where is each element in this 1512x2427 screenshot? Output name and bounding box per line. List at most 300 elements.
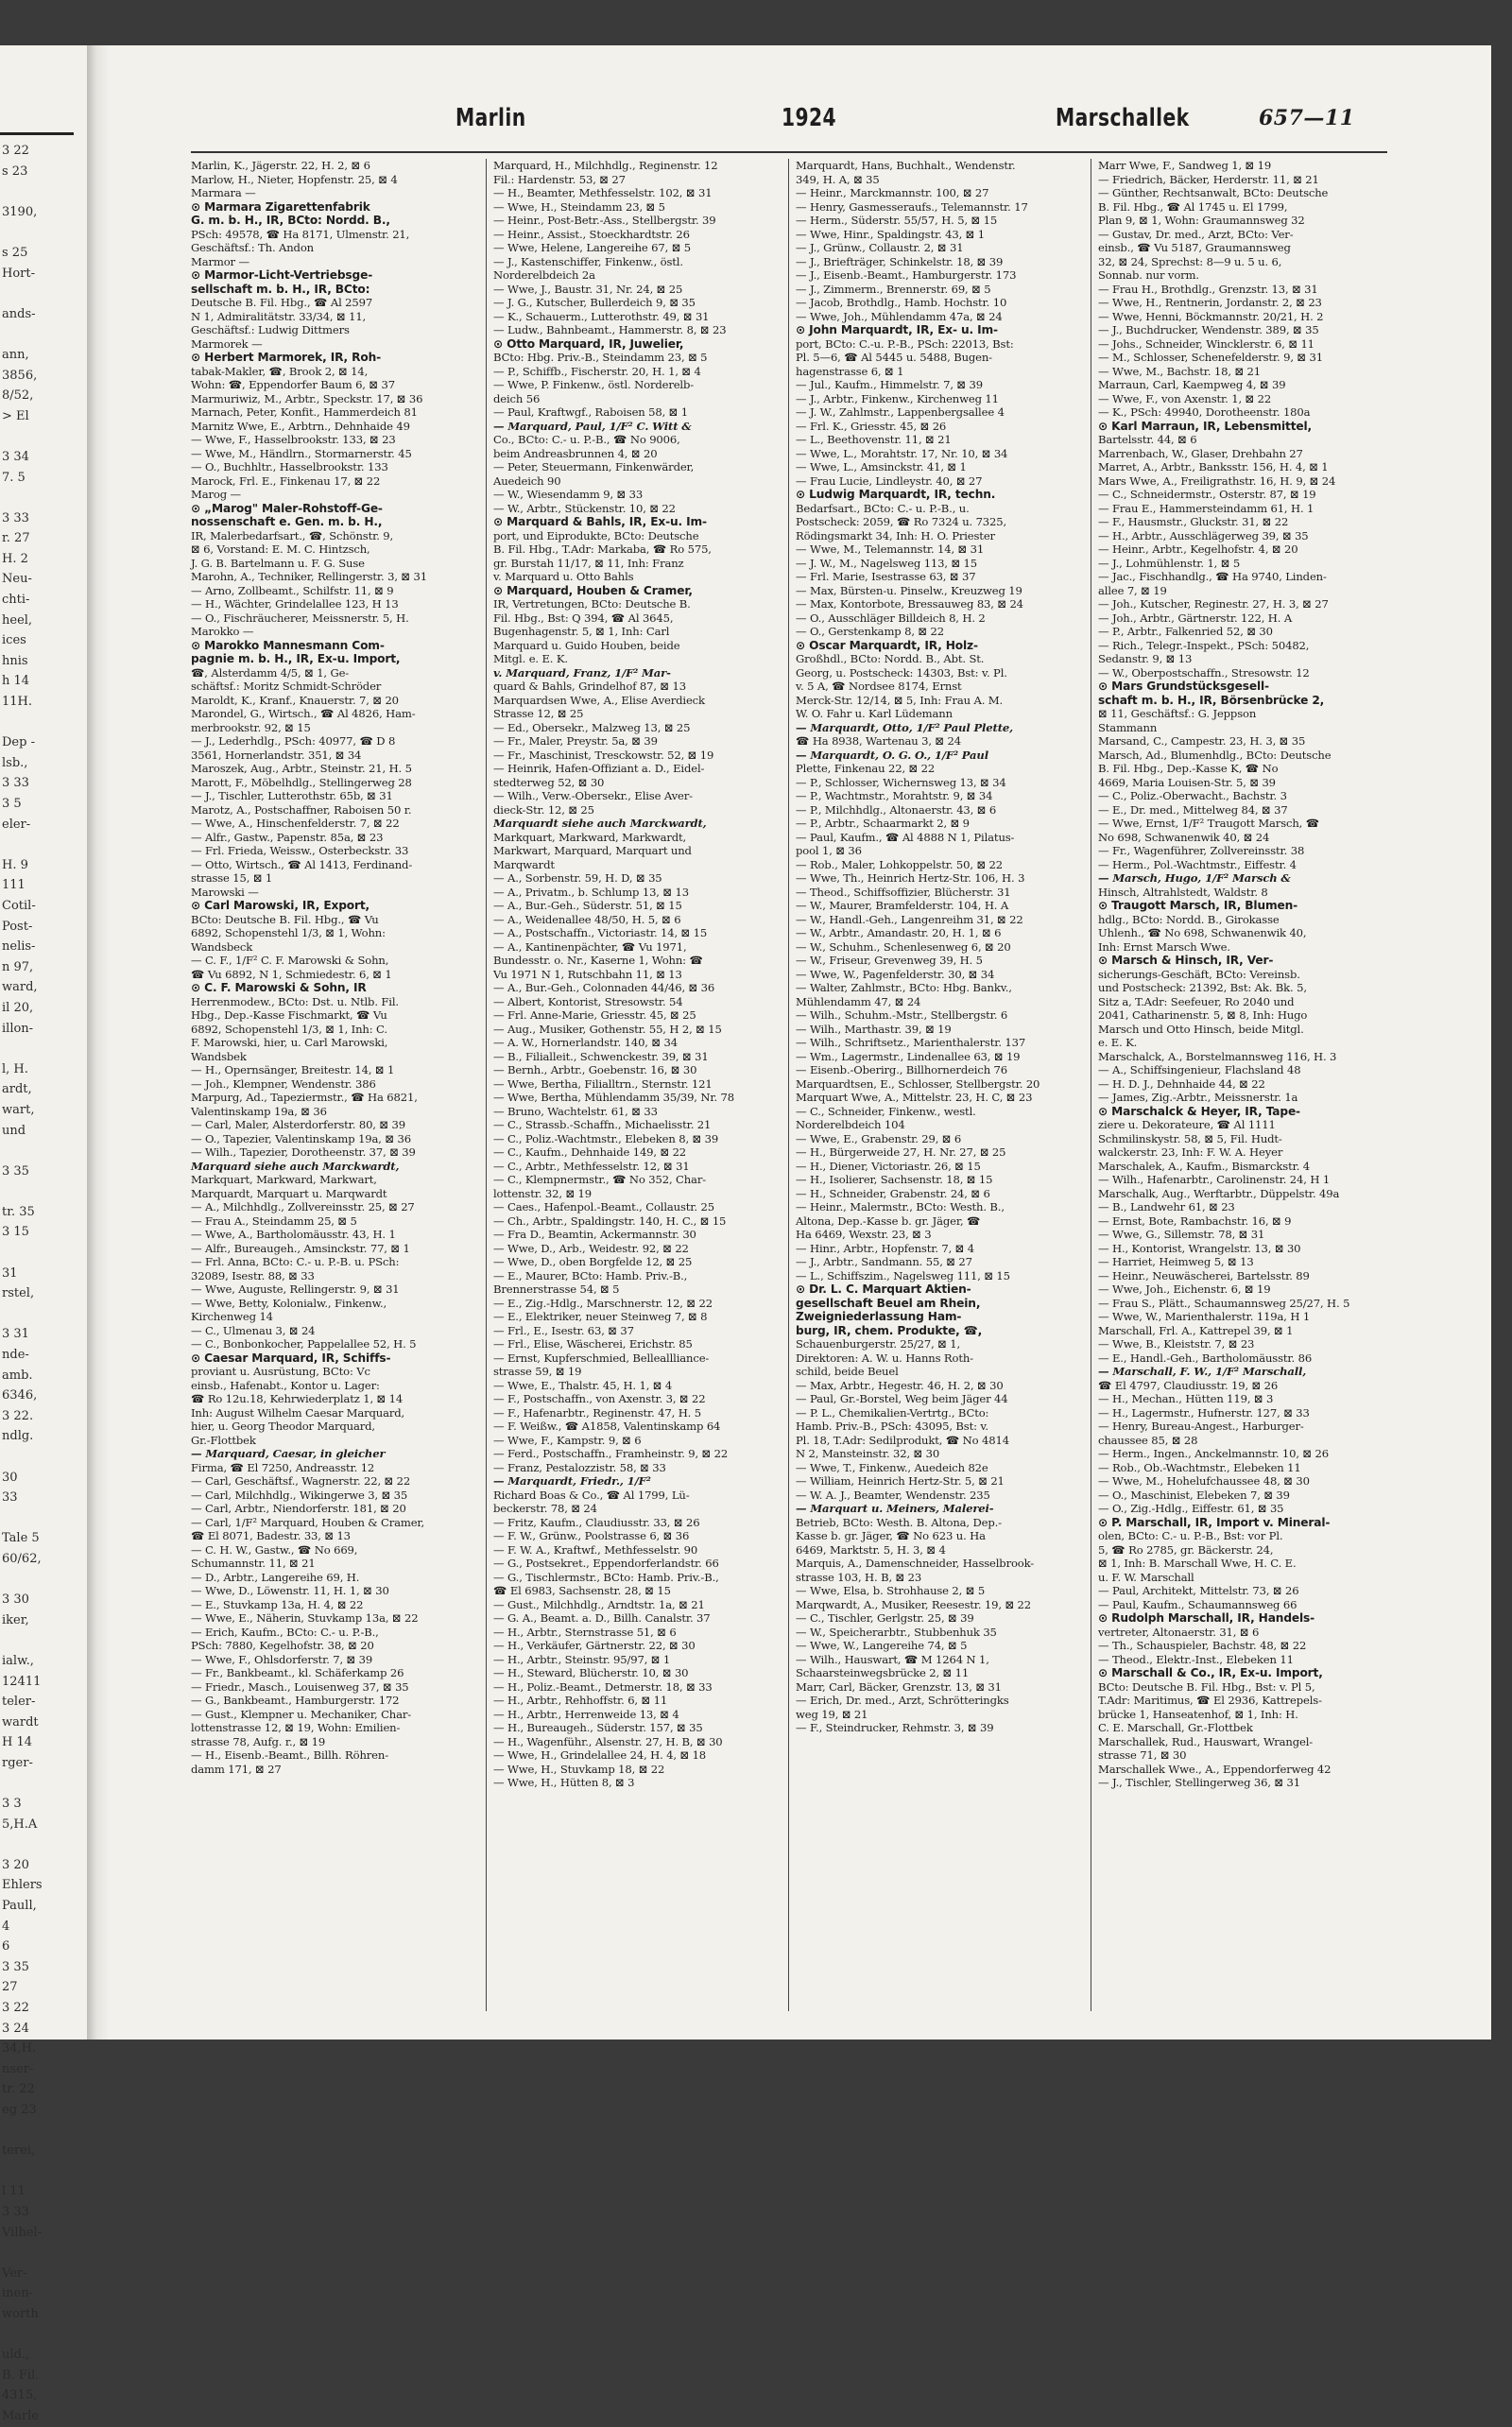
directory-entry-line: Großhdl., BCto: Nordd. B., Abt. St. (796, 652, 985, 665)
directory-entry-line: Pl. 5—6, ☎ Al 5445 u. 5488, Bugen- (796, 351, 992, 364)
previous-page-line (0, 1508, 83, 1529)
previous-page-line (0, 488, 83, 508)
previous-page-line: nelis- (2, 939, 36, 955)
directory-entry-line: — K., Schauerm., Lutterothstr. 49, ⊠ 31 (493, 309, 710, 323)
directory-entry-line: — Johs., Schneider, Wincklerstr. 6, ⊠ 11 (1098, 336, 1314, 351)
directory-entry-line: — O., Buchhltr., Hasselbrookstr. 133 (191, 460, 388, 473)
directory-entry-line: — A., Bur.-Geh., Colonnaden 44/46, ⊠ 36 (493, 981, 715, 994)
directory-entry-line: hdlg., BCto: Nordd. B., Girokasse (1098, 912, 1280, 926)
directory-entry-line: — Wilh., Verw.-Obersekr., Elise Aver- (493, 789, 693, 802)
directory-entry-line: — Wwe, Elsa, b. Strohhause 2, ⊠ 5 (796, 1584, 986, 1597)
directory-entry-line: — W., Wiesendamm 9, ⊠ 33 (493, 488, 644, 501)
firm-entry-line: ⊙ Carl Marowski, IR, Export, (191, 899, 370, 912)
directory-entry-line: — Carl, Maler, Alsterdorferstr. 80, ⊠ 39 (191, 1118, 405, 1131)
directory-entry-line: Schaarsteinwegsbrücke 2, ⊠ 11 (796, 1666, 970, 1679)
directory-entry-line: — C., Tischler, Gerlgstr. 25, ⊠ 39 (796, 1611, 974, 1625)
directory-entry-line: — Wwe, Henni, Böckmannstr. 20/21, H. 2 (1098, 309, 1324, 323)
directory-entry-line: Hinsch, Altrahlstedt, Waldstr. 8 (1098, 885, 1268, 899)
directory-entry-line: weg 19, ⊠ 21 (796, 1707, 868, 1721)
directory-entry-line: — C., Poliz.-Wachtmstr., Elebeken 8, ⊠ 39 (493, 1131, 719, 1145)
previous-page-line: Ver- (2, 2265, 27, 2281)
directory-entry-line: — Frau H., Brothdlg., Grenzstr. 13, ⊠ 31 (1098, 282, 1318, 296)
previous-page-line: 3 33 (2, 776, 29, 791)
directory-entry-line: — Ernst, Bote, Rambachstr. 16, ⊠ 9 (1098, 1214, 1292, 1228)
directory-entry-line: — H., Isolierer, Sachsenstr. 18, ⊠ 15 (796, 1173, 993, 1186)
directory-entry-line: — Frl. Anne-Marie, Griesstr. 45, ⊠ 25 (493, 1008, 696, 1022)
previous-page-line: tr. 35 (2, 1204, 35, 1219)
directory-entry-line: Marpurg, Ad., Tapeziermstr., ☎ Ha 6821, (191, 1091, 418, 1104)
directory-entry-line: — Wwe, G., Sillemstr. 78, ⊠ 31 (1098, 1228, 1265, 1241)
directory-entry-line: — C. F., 1/F² C. F. Marowski & Sohn, (191, 954, 389, 967)
directory-entry-line: Marohn, A., Techniker, Rellingerstr. 3, ⊠ 31 (191, 570, 427, 583)
directory-entry-line: 32089, Isestr. 88, ⊠ 33 (191, 1268, 315, 1282)
previous-page-line: 3 24 (2, 2021, 29, 2036)
firm-entry-line: ⊙ Ludwig Marquardt, IR, techn. (796, 488, 996, 501)
previous-page-line: 3 30 (2, 1592, 29, 1608)
firm-entry-line: ⊙ Mars Grundstücksgesell- (1098, 680, 1269, 693)
directory-entry-line: C. E. Marschall, Gr.-Flottbek (1098, 1721, 1253, 1734)
previous-page-line: 3 34 (2, 449, 29, 464)
firm-entry-line: pagnie m. b. H., IR, Ex-u. Import, (191, 652, 401, 665)
previous-page-line: 5,H.A (2, 1816, 38, 1832)
previous-page-line: 27 (2, 1980, 18, 1995)
directory-entry-line: — Wwe, W., Marienthalerstr. 119a, H 1 (1098, 1310, 1311, 1323)
directory-entry-line: ☎ Vu 6892, N 1, Schmiedestr. 6, ⊠ 1 (191, 967, 392, 981)
previous-page-line: 31 (2, 1265, 18, 1281)
directory-entry-line: Betrieb, BCto: Westh. B. Altona, Dep.- (796, 1515, 1002, 1529)
directory-entry-line: — Frau S., Plätt., Schaumannsweg 25/27, H. 5 (1098, 1296, 1350, 1310)
directory-entry-line: Valentinskamp 19a, ⊠ 36 (191, 1104, 327, 1118)
directory-entry-line: — Peter, Steuermann, Finkenwärder, (493, 460, 695, 473)
directory-entry-line: — H., Wächter, Grindelallee 123, H 13 (191, 597, 399, 611)
directory-entry-line: — Wwe, W., Pagenfelderstr. 30, ⊠ 34 (796, 967, 995, 981)
directory-entry-line: Schumannstr. 11, ⊠ 21 (191, 1557, 316, 1570)
previous-page-rule (0, 132, 74, 135)
directory-entry-line: — J., Kastenschiffer, Finkenw., östl. (493, 254, 683, 268)
directory-entry-line: — Wwe, M., Händlrn., Stormarnerstr. 45 (191, 446, 412, 460)
directory-entry-line: — W., Oberpostschaffn., Stresowstr. 12 (1098, 665, 1310, 680)
directory-entry-line: — Carl, 1/F² Marquard, Houben & Cramer, (191, 1515, 425, 1529)
directory-entry-line: Marokko — (191, 625, 254, 638)
directory-entry-line: — F. W., Grünw., Poolstrasse 6, ⊠ 36 (493, 1529, 690, 1542)
directory-entry-line: — E., Handl.-Geh., Bartholomäusstr. 86 (1098, 1351, 1313, 1365)
previous-page-line: h 14 (2, 674, 30, 689)
directory-entry-line: einsb., ☎ Vu 5187, Graumannsweg (1098, 241, 1291, 254)
directory-entry-line: — Paul, Kaufm., Schaumannsweg 66 (1098, 1597, 1297, 1611)
directory-entry-line: beim Andreasbrunnen 4, ⊠ 20 (493, 446, 658, 460)
previous-page-line: > El (2, 408, 29, 423)
firm-entry-line: ⊙ Otto Marquard, IR, Juwelier, (493, 336, 684, 351)
previous-page-line: Cotil- (2, 898, 36, 913)
directory-entry-line: — Eisenb.-Oberirg., Billhornerdeich 76 (796, 1063, 1008, 1076)
firm-entry-line: ⊙ C. F. Marowski & Sohn, IR (191, 981, 367, 994)
firm-entry-line: sellschaft m. b. H., IR, BCto: (191, 282, 370, 296)
directory-entry-line: — Wwe, J., Baustr. 31, Nr. 24, ⊠ 25 (493, 282, 683, 296)
directory-entry-line: Marquardt, Marquart u. Marqwardt (191, 1186, 387, 1200)
directory-entry-line: IR, Malerbedarfsart., ☎, Schönstr. 9, (191, 528, 394, 542)
directory-entry-line: — Harriet, Heimweg 5, ⊠ 13 (1098, 1255, 1254, 1268)
directory-entry-line: — H. D. J., Dehnhaide 44, ⊠ 22 (1098, 1076, 1265, 1091)
directory-entry-line: Marschalck, A., Borstelmannsweg 116, H. 3 (1098, 1049, 1337, 1063)
directory-entry-line: — A., Sorbenstr. 59, H. D, ⊠ 35 (493, 871, 662, 885)
directory-entry-line: — P. L., Chemikalien-Vertrtg., BCto: (796, 1405, 989, 1420)
directory-entry-line: 6892, Schopenstehl 1/3, ⊠ 1, Inh: C. (191, 1022, 387, 1036)
directory-entry-line: — Otto, Wirtsch., ☎ Al 1413, Ferdinand- (191, 857, 413, 871)
directory-entry-line: — O., Tapezier, Valentinskamp 19a, ⊠ 36 (191, 1131, 411, 1145)
directory-entry-line: — D., Arbtr., Langereihe 69, H. (191, 1570, 360, 1584)
directory-entry-line: dieck-Str. 12, ⊠ 25 (493, 802, 594, 817)
directory-entry-line: lottenstrasse 12, ⊠ 19, Wohn: Emilien- (191, 1721, 401, 1734)
directory-entry-line: — J., Eisenb.-Beamt., Hamburgerstr. 173 (796, 268, 1017, 282)
directory-entry-line: — Fr., Bankbeamt., kl. Schäferkamp 26 (191, 1666, 404, 1679)
directory-entry-line: — Paul, Kaufm., ☎ Al 4888 N 1, Pilatus- (796, 830, 1015, 844)
directory-entry-line: — H., Diener, Victoriastr. 26, ⊠ 15 (796, 1159, 981, 1173)
previous-page-line (0, 1774, 83, 1795)
page-header (191, 104, 1391, 147)
directory-entry-line: — Max, Arbtr., Hegestr. 46, H. 2, ⊠ 30 (796, 1378, 1004, 1392)
previous-page-line: 3 35 (2, 1959, 29, 1974)
directory-entry-line: — Frl. Anna, BCto: C.- u. P.-B. u. PSch: (191, 1255, 400, 1268)
directory-entry-line: — Herm., Pol.-Wachtmstr., Eiffestr. 4 (1098, 857, 1297, 871)
directory-entry-line: schild, beide Beuel (796, 1365, 899, 1378)
directory-entry-line: Marschalk, Aug., Werftarbtr., Düppelstr. 49a (1098, 1186, 1340, 1200)
firm-entry-line: ⊙ Marokko Mannesmann Com- (191, 638, 385, 652)
directory-entry-line: — Paul, Architekt, Mittelstr. 73, ⊠ 26 (1098, 1584, 1299, 1597)
previous-page-line: Post- (2, 919, 33, 934)
previous-page-line: 60/62, (2, 1551, 42, 1566)
directory-entry-line: IR, Vertretungen, BCto: Deutsche B. (493, 597, 691, 611)
directory-entry-line: Marmuriwiz, M., Arbtr., Speckstr. 17, ⊠ 36 (191, 391, 423, 405)
directory-entry-line: — Wwe, Bertha, Filialltrn., Sternstr. 121 (493, 1076, 713, 1091)
previous-page-line: chti- (2, 593, 30, 608)
directory-entry-line: PSch: 49578, ☎ Ha 8171, Ulmenstr. 21, (191, 227, 410, 241)
directory-entry-line: BCto: Hbg. Priv.-B., Steindamm 23, ⊠ 5 (493, 351, 708, 364)
directory-entry-line: Maroldt, K., Kranf., Knauerstr. 7, ⊠ 20 (191, 693, 399, 707)
directory-entry-line: 6892, Schopenstehl 1/3, ⊠ 1, Wohn: (191, 926, 386, 939)
directory-entry-line: BCto: Deutsche B. Fil. Hbg., ☎ Vu (191, 912, 379, 926)
previous-page-line (0, 1243, 83, 1264)
directory-entry-line: quard & Bahls, Grindelhof 87, ⊠ 13 (493, 680, 686, 693)
directory-entry-line: — H., Arbtr., Rehhoffstr. 6, ⊠ 11 (493, 1694, 668, 1707)
scan-border (1491, 0, 1512, 2057)
directory-entry-line: — C., Strassb.-Schaffn., Michaelisstr. 21 (493, 1118, 712, 1131)
directory-entry-line: Marsand, C., Campestr. 23, H. 3, ⊠ 35 (1098, 734, 1306, 748)
directory-entry-line: — Bruno, Wachtelstr. 61, ⊠ 33 (493, 1104, 658, 1118)
header-last-entry: Marschallek (1056, 104, 1190, 132)
directory-entry-line: ☎ El 8071, Badestr. 33, ⊠ 13 (191, 1529, 351, 1542)
directory-entry-line: — Marschall, F. W., 1/F² Marschall, (1098, 1365, 1307, 1378)
directory-entry-line: Marquardt siehe auch Marckwardt, (493, 817, 707, 830)
directory-entry-line: — H., Schneider, Grabenstr. 24, ⊠ 6 (796, 1186, 990, 1200)
directory-entry-line: — Wwe, Joh., Eichenstr. 6, ⊠ 19 (1098, 1282, 1271, 1296)
previous-page-line: ialw., (2, 1653, 34, 1668)
directory-entry-line: Uhlenh., ☎ No 698, Schwanenwik 40, (1098, 926, 1307, 939)
directory-entry-line: — P., Wachtmstr., Morahtstr. 9, ⊠ 34 (796, 789, 993, 802)
directory-entry-line: Kirchenweg 14 (191, 1310, 273, 1323)
directory-entry-line: brücke 1, Hanseatenhof, ⊠ 1, Inh: H. (1098, 1707, 1298, 1721)
directory-entry-line: hier, u. Georg Theodor Marquard, (191, 1420, 375, 1433)
firm-entry-line: ⊙ Marquard & Bahls, IR, Ex-u. Im- (493, 515, 707, 528)
directory-entry-line: — Jul., Kaufm., Himmelstr. 7, ⊠ 39 (796, 378, 983, 391)
directory-entry-line: — W., Speicherarbtr., Stubbenhuk 35 (796, 1625, 997, 1639)
previous-page-line (0, 222, 83, 243)
directory-entry-line: Marqwardt, A., Musiker, Reesestr. 19, ⊠ 22 (796, 1597, 1032, 1611)
previous-page-line: l 11 (2, 2184, 26, 2199)
directory-entry-line: Inh: August Wilhelm Caesar Marquard, (191, 1405, 405, 1420)
directory-entry-line: Marraun, Carl, Kaempweg 4, ⊠ 39 (1098, 378, 1286, 391)
directory-entry-line: — Wwe, H., Hütten 8, ⊠ 3 (493, 1776, 635, 1789)
directory-entry-line: Marnitz Wwe, E., Arbtrn., Dehnhaide 49 (191, 419, 410, 433)
directory-entry-line: B. Fil. Hbg., Dep.-Kasse K, ☎ No (1098, 762, 1279, 775)
directory-entry-line: — Wilh., Hauswart, ☎ M 1264 N 1, (796, 1652, 989, 1666)
directory-entry-line: Marowski — (191, 885, 259, 899)
directory-entry-line: J. G. B. Bartelmann u. F. G. Suse (191, 556, 365, 570)
directory-entry-line: — Wwe, W., Langereihe 74, ⊠ 5 (796, 1639, 968, 1652)
directory-entry-line: — Wwe, F., Ohlsdorferstr. 7, ⊠ 39 (191, 1652, 373, 1666)
directory-entry-line: — H., Bureaugeh., Süderstr. 157, ⊠ 35 (493, 1721, 703, 1734)
directory-entry-line: Ha 6469, Wexstr. 23, ⊠ 3 (796, 1228, 932, 1241)
directory-entry-line: — Fr., Wagenführer, Zollvereinsstr. 38 (1098, 844, 1305, 857)
previous-page-line: hnis (2, 653, 28, 668)
firm-entry-line: ⊙ Marsch & Hinsch, IR, Ver- (1098, 954, 1274, 967)
directory-entry-line: — Hinr., Arbtr., Hopfenstr. 7, ⊠ 4 (796, 1241, 975, 1255)
directory-entry-line: Marlin, K., Jägerstr. 22, H. 2, ⊠ 6 (191, 159, 370, 172)
firm-entry-line: ⊙ Marmor-Licht-Vertriebsge- (191, 268, 373, 282)
directory-entry-line: lottenstr. 32, ⊠ 19 (493, 1186, 593, 1200)
directory-entry-line: Markquart, Markward, Markwart, (191, 1173, 377, 1186)
directory-entry-line: — Heinr., Neuwäscherei, Bartelsstr. 89 (1098, 1268, 1310, 1282)
directory-entry-line: Mitgl. e. E. K. (493, 652, 568, 665)
column-3 (796, 159, 1084, 2011)
directory-entry-line: Strasse 12, ⊠ 25 (493, 707, 584, 720)
previous-page-line: 3 33 (2, 510, 29, 525)
directory-entry-line: — A., Milchhdlg., Zollvereinsstr. 25, ⊠ 27 (191, 1200, 415, 1214)
previous-page-line: Neu- (2, 572, 32, 587)
directory-entry-line: Wohn: ☎, Eppendorfer Baum 6, ⊠ 37 (191, 378, 395, 391)
directory-entry-line: — Wilh., Marthastr. 39, ⊠ 19 (796, 1022, 952, 1036)
previous-page-line (0, 324, 83, 345)
directory-entry-line: Marotz, A., Postschaffner, Raboisen 50 r. (191, 802, 412, 817)
directory-entry-line: ⊠ 1, Inh: B. Marschall Wwe, H. C. E. (1098, 1557, 1297, 1570)
directory-entry-line: — Carl, Milchhdlg., Wikingerwe 3, ⊠ 35 (191, 1488, 408, 1502)
directory-entry-line: — H., Mechan., Hütten 119, ⊠ 3 (1098, 1392, 1274, 1405)
directory-entry-line: chaussee 85, ⊠ 28 (1098, 1433, 1198, 1447)
firm-entry-line: nossenschaft e. Gen. m. b. H., (191, 515, 383, 528)
directory-entry-line: — W., Friseur, Grevenweg 39, H. 5 (796, 954, 983, 967)
directory-entry-line: — C., Kaufm., Dehnhaide 149, ⊠ 22 (493, 1145, 687, 1159)
directory-entry-line: — E., Stuvkamp 13a, H. 4, ⊠ 22 (191, 1597, 364, 1611)
directory-entry-line: — J. G., Kutscher, Bullerdeich 9, ⊠ 35 (493, 296, 696, 309)
page-content (181, 45, 1486, 2040)
column-4 (1098, 159, 1386, 2011)
directory-entry-line: — Wwe, Betty, Kolonialw., Finkenw., (191, 1296, 387, 1310)
directory-entry-line: Marquardsen Wwe, A., Elise Averdieck (493, 693, 705, 707)
directory-entry-line: — C. H. W., Gastw., ☎ No 669, (191, 1542, 358, 1557)
directory-entry-line: — G., Postsekret., Eppendorferlandstr. 66 (493, 1557, 719, 1570)
directory-entry-line: Marqwardt (493, 857, 555, 871)
directory-entry-line: Richard Boas & Co., ☎ Al 1799, Lü- (493, 1488, 690, 1502)
header-rule (191, 151, 1387, 153)
directory-entry-line: — Marquardt, Friedr., 1/F² (493, 1474, 651, 1488)
directory-entry-line: — J., Lederhdlg., PSch: 40977, ☎ D 8 (191, 734, 396, 748)
directory-entry-line: — C., Ulmenau 3, ⊠ 24 (191, 1323, 316, 1337)
directory-entry-line: Direktoren: A. W. u. Hanns Roth- (796, 1351, 973, 1365)
directory-entry-line: 349, H. A, ⊠ 35 (796, 172, 880, 186)
directory-entry-line: Marrenbach, W., Glaser, Drehbahn 27 (1098, 446, 1303, 460)
directory-entry-line: Georg, u. Postscheck: 14303, Bst: v. Pl. (796, 665, 1007, 680)
directory-entry-line: hagenstrasse 6, ⊠ 1 (796, 364, 904, 378)
directory-entry-line: Marschallek Wwe., A., Eppendorferweg 42 (1098, 1762, 1332, 1776)
firm-entry-line: ⊙ Dr. L. C. Marquart Aktien- (796, 1282, 971, 1296)
directory-entry-line: — Wwe, T., Finkenw., Auedeich 82e (796, 1460, 988, 1474)
directory-entry-line: — H., Beamter, Methfesselstr. 102, ⊠ 31 (493, 186, 713, 199)
firm-entry-line: ⊙ Oscar Marquardt, IR, Holz- (796, 638, 978, 652)
directory-entry-line: Norderelbdeich 104 (796, 1118, 905, 1131)
directory-entry-line: Marquard, H., Milchhdlg., Reginenstr. 12 (493, 159, 718, 172)
directory-entry-line: — Frl., E., Isestr. 63, ⊠ 37 (493, 1323, 634, 1337)
previous-page-line: ardt, (2, 1082, 32, 1097)
previous-page-line: B. Fil. (2, 2367, 40, 2383)
previous-page-line (0, 1570, 83, 1591)
directory-entry-line: — Walter, Zahlmstr., BCto: Hbg. Bankv., (796, 981, 1012, 994)
previous-page-line (0, 2161, 83, 2182)
previous-page-line: nde- (2, 1348, 29, 1363)
previous-page-line: 34,H. (2, 2041, 37, 2057)
header-page-number: 657—11 (1259, 106, 1355, 130)
directory-entry-line: sicherungs-Geschäft, BCto: Vereinsb. (1098, 967, 1300, 981)
directory-entry-line: PSch: 7880, Kegelhofstr. 38, ⊠ 20 (191, 1639, 374, 1652)
directory-entry-line: — Ludw., Bahnbeamt., Hammerstr. 8, ⊠ 23 (493, 323, 727, 336)
directory-entry-line: — Paul, Gr.-Borstel, Weg beim Jäger 44 (796, 1392, 1008, 1405)
directory-entry-line: — Wwe, P. Finkenw., östl. Norderelb- (493, 378, 695, 391)
directory-entry-line: strasse 71, ⊠ 30 (1098, 1748, 1187, 1762)
directory-entry-line: — Paul, Kraftwgf., Raboisen 58, ⊠ 1 (493, 405, 688, 419)
previous-page-line: ndlg. (2, 1429, 34, 1444)
directory-entry-line: — Aug., Musiker, Gothenstr. 55, H 2, ⊠ 15 (493, 1022, 722, 1036)
directory-columns (191, 159, 1387, 2011)
directory-entry-line: — Wwe, Bertha, Mühlendamm 35/39, Nr. 78 (493, 1091, 734, 1104)
directory-entry-line: — Wwe, M., Bachstr. 18, ⊠ 21 (1098, 364, 1261, 378)
directory-entry-line: Marschall, Frl. A., Kattrepel 39, ⊠ 1 (1098, 1323, 1294, 1337)
directory-entry-line: — Frl., Elise, Wäscherei, Erichstr. 85 (493, 1337, 693, 1351)
directory-entry-line: — O., Ausschläger Billdeich 8, H. 2 (796, 611, 986, 625)
directory-entry-line: N 1, Admiralitätstr. 33/34, ⊠ 11, (191, 309, 367, 323)
directory-entry-line: gr. Burstah 11/17, ⊠ 11, Inh: Franz (493, 556, 684, 570)
previous-page-line: 7. 5 (2, 470, 26, 485)
directory-entry-line: — Wwe, H., Grindelallee 24, H. 4, ⊠ 18 (493, 1748, 707, 1762)
directory-entry-line: — Gust., Milchhdlg., Arndtstr. 1a, ⊠ 21 (493, 1597, 705, 1611)
directory-entry-line: — Wwe, Ernst, 1/F² Traugott Marsch, ☎ (1098, 817, 1320, 830)
directory-entry-line: ⊠ 11, Geschäftsf.: G. Jeppson (1098, 707, 1257, 720)
directory-entry-line: Plan 9, ⊠ 1, Wohn: Graumannsweg 32 (1098, 214, 1305, 227)
directory-entry-line: — A. W., Hornerlandstr. 140, ⊠ 34 (493, 1036, 678, 1049)
directory-entry-line: — Wwe, E., Grabenstr. 29, ⊠ 6 (796, 1131, 962, 1145)
directory-entry-line: — Heinr., Post-Betr.-Ass., Stellbergstr. 39 (493, 214, 716, 227)
directory-entry-line: Brennerstrasse 54, ⊠ 5 (493, 1282, 620, 1296)
directory-entry-line: — P., Milchhdlg., Altonaerstr. 43, ⊠ 6 (796, 802, 997, 817)
previous-page-line: rger- (2, 1755, 33, 1770)
directory-entry-line: — O., Zig.-Hdlg., Eiffestr. 61, ⊠ 35 (1098, 1502, 1284, 1515)
directory-entry-line: — J. W., Zahlmstr., Lappenbergsallee 4 (796, 405, 1005, 419)
directory-entry-line: N 2, Mansteinstr. 32, ⊠ 30 (796, 1447, 940, 1460)
directory-entry-line: BCto: Deutsche B. Fil. Hbg., Bst: v. Pl 5, (1098, 1679, 1315, 1694)
directory-entry-line: — F. W. A., Kraftwf., Methfesselstr. 90 (493, 1542, 698, 1557)
directory-entry-line: — Fr., Maschinist, Tresckowstr. 52, ⊠ 19 (493, 748, 714, 762)
directory-entry-line: port, und Eiprodukte, BCto: Deutsche (493, 528, 699, 542)
directory-entry-line: — H., Arbtr., Ausschlägerweg 39, ⊠ 35 (1098, 528, 1309, 542)
previous-page-line: wart, (2, 1102, 35, 1117)
directory-entry-line: — E., Dr. med., Mittelweg 84, ⊠ 37 (1098, 802, 1288, 817)
previous-page-line: n 97, (2, 959, 34, 974)
directory-entry-line: Fil. Hbg., Bst: Q 394, ☎ Al 3645, (493, 611, 674, 625)
firm-entry-line: schaft m. b. H., IR, Börsenbrücke 2, (1098, 693, 1325, 707)
previous-page-line: Paull, (2, 1899, 37, 1914)
directory-entry-line: — Albert, Kontorist, Stresowstr. 54 (493, 994, 683, 1008)
directory-entry-line: — Marquart u. Meiners, Malerei- (796, 1502, 994, 1515)
directory-entry-line: Herrenmodew., BCto: Dst. u. Ntlb. Fil. (191, 994, 399, 1008)
previous-page-line: inen- (2, 2286, 33, 2301)
directory-entry-line: strasse 15, ⊠ 1 (191, 871, 273, 885)
directory-entry-line: Mühlendamm 47, ⊠ 24 (796, 994, 921, 1008)
directory-entry-line: pool 1, ⊠ 36 (796, 844, 862, 857)
directory-entry-line: — Friedrich, Bäcker, Herderstr. 11, ⊠ 21 (1098, 172, 1319, 186)
previous-page-line: 11H. (2, 695, 33, 710)
directory-entry-line: — Theod., Elektr.-Inst., Elebeken 11 (1098, 1652, 1294, 1666)
directory-entry-line: — H., Bürgerweide 27, H. Nr. 27, ⊠ 25 (796, 1145, 1006, 1159)
directory-entry-line: — Henry, Gasmesseraufs., Telemannstr. 17 (796, 199, 1028, 214)
previous-page-line: H. 2 (2, 551, 28, 566)
directory-entry-line: — Heinr., Malermstr., BCto: Westh. B., (796, 1200, 1005, 1214)
previous-page-line: 3 31 (2, 1327, 29, 1342)
directory-entry-line: 6469, Marktstr. 5, H. 3, ⊠ 4 (796, 1542, 946, 1557)
previous-page-line (0, 1447, 83, 1468)
directory-entry-line: Sitz a, T.Adr: Seefeuer, Ro 2040 und (1098, 994, 1295, 1008)
directory-entry-line: — Fra D., Beamtin, Ackermannstr. 30 (493, 1228, 696, 1241)
directory-entry-line: — C., Poliz.-Oberwacht., Bachstr. 3 (1098, 789, 1287, 802)
previous-page-line: 3 15 (2, 1225, 29, 1240)
previous-page-line: ices (2, 633, 26, 648)
directory-entry-line: Markquart, Markward, Markwardt, (493, 830, 687, 844)
directory-entry-line: ☎ Ro 12u.18, Kehrwiederplatz 1, ⊠ 14 (191, 1392, 404, 1405)
directory-page (0, 45, 1491, 2423)
directory-entry-line: Marsch, Ad., Blumenhdlg., BCto: Deutsche (1098, 748, 1332, 762)
directory-entry-line: — Marquard, Caesar, in gleicher (191, 1447, 386, 1460)
previous-page-line: wardt (2, 1714, 39, 1730)
directory-entry-line: Marr, Carl, Bäcker, Grenzstr. 13, ⊠ 31 (796, 1679, 1002, 1694)
directory-entry-line: — Max, Kontorbote, Bressauweg 83, ⊠ 24 (796, 597, 1023, 611)
directory-entry-line: — Marquardt, O. G. O., 1/F² Paul (796, 748, 988, 762)
directory-entry-line: Gr.-Flottbek (191, 1433, 256, 1447)
header-year: 1924 (782, 104, 837, 132)
directory-entry-line: — Herm., Ingen., Anckelmannstr. 10, ⊠ 26 (1098, 1447, 1329, 1460)
directory-entry-line: — Ferd., Postschaffn., Framheinstr. 9, ⊠ 22 (493, 1447, 729, 1460)
directory-entry-line: — H., Eisenb.-Beamt., Billh. Röhren- (191, 1748, 388, 1762)
directory-entry-line: — Wwe, Auguste, Rellingerstr. 9, ⊠ 31 (191, 1282, 400, 1296)
directory-entry-line: Co., BCto: C.- u. P.-B., ☎ No 9006, (493, 433, 680, 446)
directory-entry-line: Stammann (1098, 720, 1158, 734)
directory-entry-line: — Wwe, H., Rentnerin, Jordanstr. 2, ⊠ 23 (1098, 296, 1322, 309)
directory-entry-line: Marnach, Peter, Konfit., Hammerdeich 81 (191, 405, 418, 419)
directory-entry-line: — Wwe, F., Kampstr. 9, ⊠ 6 (493, 1433, 642, 1447)
directory-entry-line: — P., Schlosser, Wichernsweg 13, ⊠ 34 (796, 775, 1006, 789)
directory-entry-line: — F., Steindrucker, Rehmstr. 3, ⊠ 39 (796, 1721, 994, 1734)
directory-entry-line: — W. A. J., Beamter, Wendenstr. 235 (796, 1488, 990, 1502)
directory-entry-line: Marschallek, Rud., Hauswart, Wrangel- (1098, 1734, 1314, 1748)
directory-entry-line: vertreter, Altonaerstr. 31, ⊠ 6 (1098, 1625, 1260, 1639)
previous-page-line: und (2, 1123, 26, 1138)
directory-entry-line: 4669, Maria Louisen-Str. 5, ⊠ 39 (1098, 775, 1276, 789)
directory-entry-line: Schmilinskystr. 58, ⊠ 5, Fil. Hudt- (1098, 1131, 1282, 1145)
